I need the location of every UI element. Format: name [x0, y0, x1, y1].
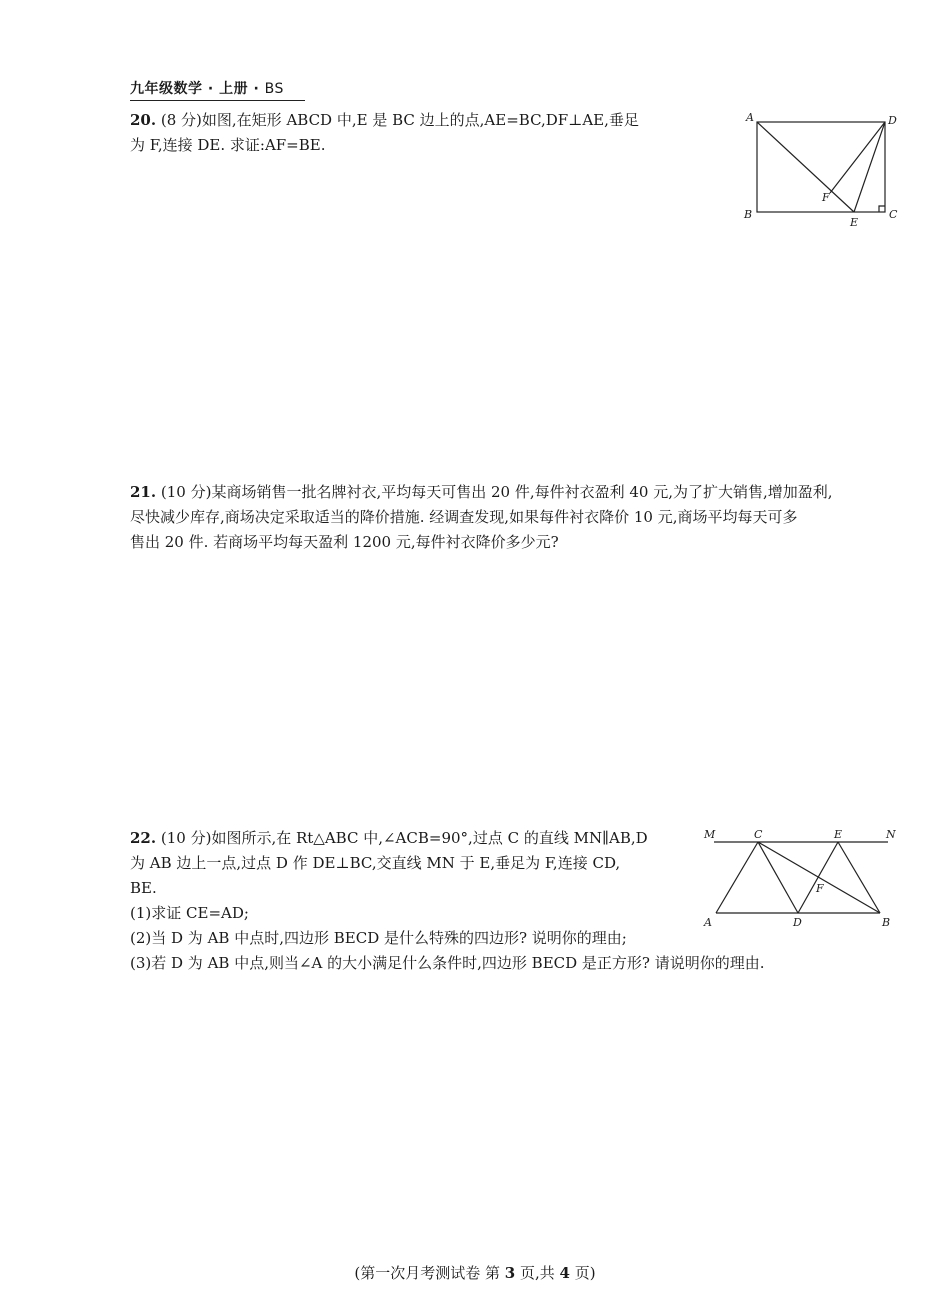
- header-edition: BS: [264, 81, 284, 97]
- problem-22-figure: [700, 822, 905, 934]
- problem-22-line-2: 为 AB 边上一点,过点 D 作 DE⊥BC,交直线 MN 于 E,垂足为 F,连接 CD,: [130, 854, 621, 872]
- label-b: B: [744, 208, 753, 221]
- problem-21: [130, 480, 910, 555]
- problem-21-line-3: 售出 20 件. 若商场平均每天盈利 1200 元,每件衬衣降价多少元?: [130, 533, 559, 551]
- problem-20: [130, 108, 710, 158]
- problem-20-figure: [738, 108, 908, 233]
- segment-de: [854, 122, 885, 212]
- problem-21-line-1: (10 分)某商场销售一批名牌衬衣,平均每天可售出 20 件,每件衬衣盈利 40 元,为了扩大销售,增加盈利,: [160, 483, 833, 501]
- footer-page-number: 3: [504, 1264, 516, 1282]
- footer-total-pages: 4: [559, 1264, 570, 1282]
- footer-middle: 页,共: [519, 1264, 555, 1282]
- segment-cb: [758, 842, 880, 913]
- problem-22-part-1: (1)求证 CE=AD;: [130, 904, 249, 922]
- header-subject: 九年级数学 · 上册 ·: [130, 81, 260, 97]
- label-d: D: [793, 916, 802, 929]
- label-a: A: [746, 111, 754, 124]
- rectangle-abcd: [757, 122, 885, 212]
- problem-22-part-2: (2)当 D 为 AB 中点时,四边形 BECD 是什么特殊的四边形? 说明你的理由;: [130, 929, 627, 947]
- label-a: A: [704, 916, 712, 929]
- label-f: F: [822, 191, 830, 204]
- problem-22-line-1: (10 分)如图所示,在 Rt△ABC 中,∠ACB=90°,过点 C 的直线 MN∥AB,D: [160, 829, 648, 847]
- problem-21-line-2: 尽快减少库存,商场决定采取适当的降价措施. 经调查发现,如果每件衬衣降价 10 元,商场平均每天可多: [130, 508, 798, 526]
- page-header: [130, 78, 305, 101]
- segment-df: [830, 122, 885, 193]
- problem-21-number: 21.: [130, 483, 157, 501]
- label-e: E: [834, 828, 843, 841]
- footer-suffix: 页): [574, 1264, 596, 1282]
- problem-22-number: 22.: [130, 829, 157, 847]
- label-e: E: [850, 216, 859, 229]
- footer-prefix: (第一次月考测试卷 第: [354, 1264, 500, 1282]
- label-n: N: [886, 828, 896, 841]
- segment-de: [798, 842, 838, 913]
- label-c: C: [889, 208, 898, 221]
- label-d: D: [888, 114, 897, 127]
- segment-ae: [757, 122, 854, 212]
- segment-eb: [838, 842, 880, 913]
- label-m: M: [704, 828, 716, 841]
- right-angle-mark-c: [879, 206, 885, 212]
- problem-20-line-1: (8 分)如图,在矩形 ABCD 中,E 是 BC 边上的点,AE=BC,DF⊥AE,垂足: [160, 111, 639, 129]
- problem-20-line-2: 为 F,连接 DE. 求证:AF=BE.: [130, 136, 326, 154]
- label-b: B: [882, 916, 891, 929]
- label-c: C: [754, 828, 763, 841]
- segment-cd: [758, 842, 798, 913]
- label-f: F: [816, 882, 824, 895]
- problem-22-part-3: (3)若 D 为 AB 中点,则当∠A 的大小满足什么条件时,四边形 BECD 是正方形? 请说明你的理由.: [130, 954, 765, 972]
- problem-20-number: 20.: [130, 111, 157, 129]
- segment-ac: [716, 842, 758, 913]
- page-footer: [0, 1262, 950, 1283]
- problem-22-line-3: BE.: [130, 879, 157, 897]
